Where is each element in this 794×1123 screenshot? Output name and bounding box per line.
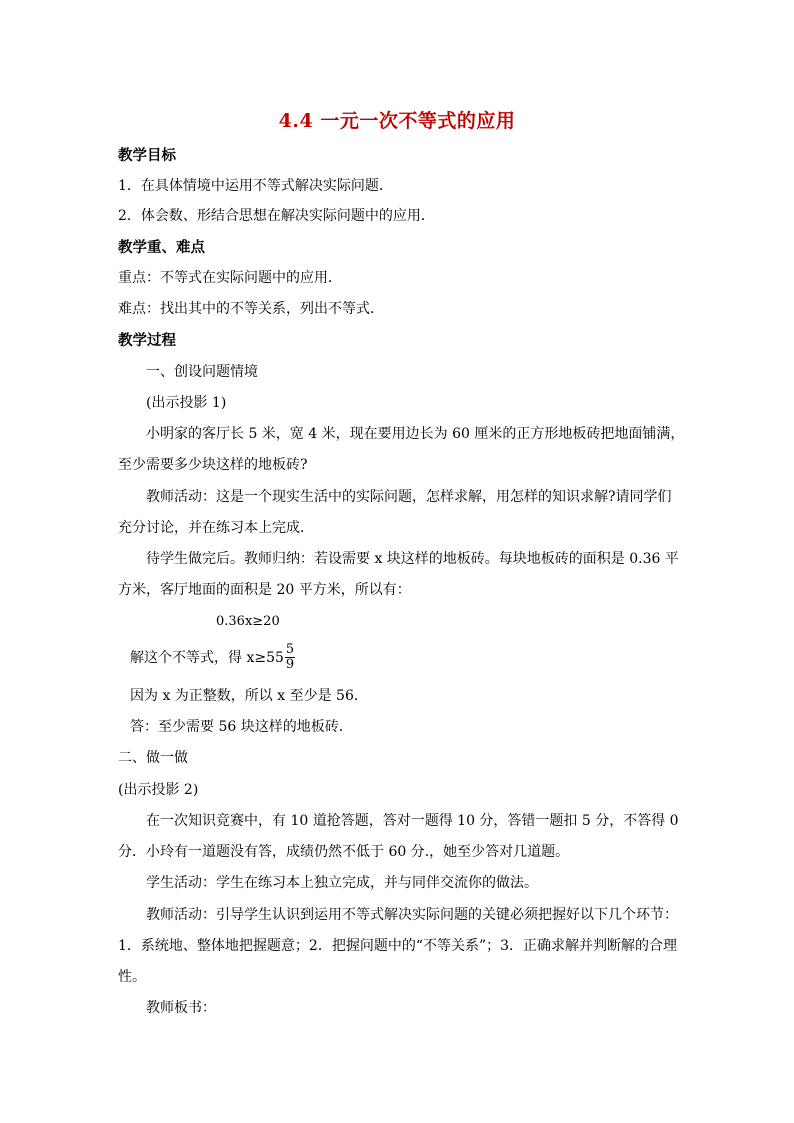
part1-teacher-line-2: 充分讨论，并在练习本上完成． [118, 520, 314, 536]
answer-line: 答：至少需要 56 块这样的地板砖． [130, 719, 353, 735]
fraction-numerator: 5 [285, 642, 295, 657]
part1-summary-line-1: 待学生做完后。教师归纳：若设需要 x 块这样的地板砖。每块地板砖的面积是 0.36 平 [146, 551, 679, 567]
part2-projection: (出示投影 2) [118, 782, 199, 798]
part1-heading: 一、创设问题情境 [146, 364, 258, 380]
goal-item-2: 2．体会数、形结合思想在解决实际问题中的应用． [118, 208, 435, 224]
process-heading: 教学过程 [118, 332, 176, 349]
part2-student-activity: 学生活动：学生在练习本上独立完成，并与同伴交流你的做法。 [146, 875, 538, 891]
part2-teacher-line-1: 教师活动：引导学生认识到运用不等式解决实际问题的关键必须把握好以下几个环节： [146, 907, 678, 923]
part2-teacher-line-2: 1．系统地、整体地把握题意；2．把握问题中的“不等关系”；3．正确求解并判断解的合理 [118, 938, 678, 954]
inequality-expression: 0.36x≥20 [216, 614, 280, 629]
because-line: 因为 x 为正整数，所以 x 至少是 56． [130, 688, 368, 704]
keypoints-heading: 教学重、难点 [118, 239, 205, 256]
part1-problem-line-2: 至少需要多少块这样的地板砖? [118, 457, 308, 473]
solution-text: 解这个不等式，得 x≥55 [130, 649, 284, 666]
fraction-denominator: 9 [285, 657, 295, 672]
difficulty-point: 难点：找出其中的不等关系，列出不等式． [118, 301, 384, 317]
document-title: 4.4 一元一次不等式的应用 [278, 110, 516, 132]
fraction [285, 643, 295, 672]
part2-problem-line-1: 在一次知识竞赛中，有 10 道抢答题，答对一题得 10 分，答错一题扣 5 分，不答得 0 [146, 813, 679, 829]
key-point: 重点：不等式在实际问题中的应用． [118, 270, 342, 286]
goal-item-1: 1．在具体情境中运用不等式解决实际问题． [118, 178, 393, 194]
part1-problem-line-1: 小明家的客厅长 5 米，宽 4 米，现在要用边长为 60 厘米的正方形地板砖把地面铺满， [146, 426, 685, 442]
part1-summary-line-2: 方米，客厅地面的面积是 20 平方米，所以有： [118, 582, 411, 598]
part2-teacher-line-3: 性。 [118, 969, 146, 985]
part2-heading: 二、做一做 [118, 750, 188, 766]
part1-projection: (出示投影 1) [146, 395, 227, 411]
goals-heading: 教学目标 [118, 147, 176, 164]
part2-problem-line-2: 分．小玲有一道题没有答，成绩仍然不低于 60 分.，她至少答对几道题。 [118, 844, 570, 860]
solution-line [130, 643, 295, 672]
part1-teacher-line-1: 教师活动：这是一个现实生活中的实际问题，怎样求解，用怎样的知识求解?请同学们 [146, 489, 672, 505]
teacher-board-label: 教师板书： [146, 1000, 216, 1016]
